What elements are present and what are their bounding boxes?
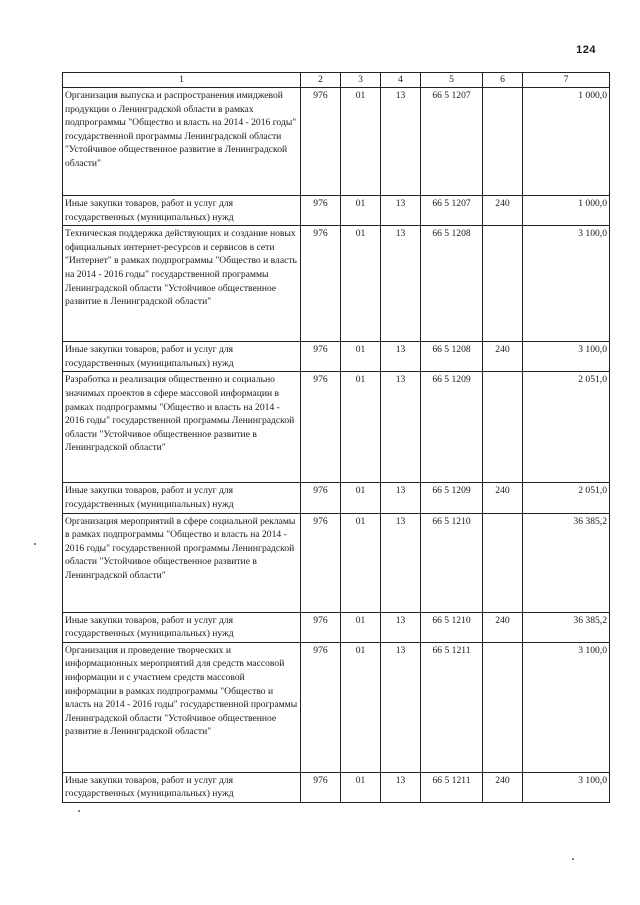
cell-type: 240 — [483, 483, 523, 513]
scan-speck — [78, 810, 80, 812]
cell-type — [483, 226, 523, 342]
cell-target: 66 5 1209 — [421, 483, 483, 513]
cell-type: 240 — [483, 342, 523, 372]
cell-code: 976 — [301, 642, 341, 772]
cell-amount: 1 000,0 — [523, 196, 610, 226]
cell-target: 66 5 1210 — [421, 513, 483, 612]
row-name: Организация и проведение творческих и информационных мероприятий для средств массовой информации и с участием средств массовой информации в рамках подпрограммы "Общество и власть на 2014 - 2016 годы" государственной программы Ленинградской области "Устойчивое общественное развитие в Ленинградской области" — [63, 642, 301, 772]
cell-subsection: 13 — [381, 196, 421, 226]
cell-subsection: 13 — [381, 483, 421, 513]
cell-section: 01 — [341, 642, 381, 772]
row-name: Иные закупки товаров, работ и услуг для государственных (муниципальных) нужд — [63, 342, 301, 372]
cell-section: 01 — [341, 772, 381, 802]
cell-code: 976 — [301, 483, 341, 513]
scan-speck — [572, 858, 574, 860]
cell-amount: 36 385,2 — [523, 612, 610, 642]
header-cell-6: 6 — [483, 73, 523, 88]
cell-subsection: 13 — [381, 642, 421, 772]
header-cell-4: 4 — [381, 73, 421, 88]
row-name: Техническая поддержка действующих и создание новых официальных интернет-ресурсов и сервисов в сети "Интернет" в рамках подпрограммы "Общество и власть на 2014 - 2016 годы" государственной программы Ленинградской области "Устойчивое общественное развитие в Ленинградской области" — [63, 226, 301, 342]
table-row — [63, 772, 610, 802]
cell-amount: 3 100,0 — [523, 772, 610, 802]
table-row — [63, 88, 610, 196]
cell-section: 01 — [341, 612, 381, 642]
cell-subsection: 13 — [381, 226, 421, 342]
row-name: Разработка и реализация общественно и социально значимых проектов в сфере массовой информации в рамках подпрограммы "Общество и власть на 2014 - 2016 годы" государственной программы Ленинградской области "Устойчивое общественное развитие в Ленинградской области" — [63, 372, 301, 483]
cell-target: 66 5 1208 — [421, 342, 483, 372]
cell-amount: 36 385,2 — [523, 513, 610, 612]
header-cell-2: 2 — [301, 73, 341, 88]
cell-subsection: 13 — [381, 612, 421, 642]
cell-subsection: 13 — [381, 342, 421, 372]
cell-type: 240 — [483, 196, 523, 226]
row-name: Организация мероприятий в сфере социальной рекламы в рамках подпрограммы "Общество и власть на 2014 - 2016 годы" государственной программы Ленинградской области "Устойчивое общественное развитие в Ленинградской области" — [63, 513, 301, 612]
cell-section: 01 — [341, 372, 381, 483]
cell-section: 01 — [341, 196, 381, 226]
header-cell-3: 3 — [341, 73, 381, 88]
scan-speck — [34, 543, 36, 545]
row-name: Иные закупки товаров, работ и услуг для государственных (муниципальных) нужд — [63, 612, 301, 642]
table-row — [63, 196, 610, 226]
cell-type: 240 — [483, 772, 523, 802]
header-row — [63, 73, 610, 88]
cell-target: 66 5 1210 — [421, 612, 483, 642]
cell-type — [483, 513, 523, 612]
cell-section: 01 — [341, 88, 381, 196]
cell-target: 66 5 1209 — [421, 372, 483, 483]
table-row — [63, 483, 610, 513]
page-number: 124 — [576, 44, 596, 56]
row-name: Иные закупки товаров, работ и услуг для государственных (муниципальных) нужд — [63, 772, 301, 802]
cell-amount: 3 100,0 — [523, 642, 610, 772]
table-row — [63, 372, 610, 483]
cell-code: 976 — [301, 342, 341, 372]
cell-subsection: 13 — [381, 372, 421, 483]
cell-section: 01 — [341, 226, 381, 342]
cell-amount: 2 051,0 — [523, 483, 610, 513]
cell-code: 976 — [301, 372, 341, 483]
cell-target: 66 5 1211 — [421, 772, 483, 802]
header-cell-7: 7 — [523, 73, 610, 88]
cell-subsection: 13 — [381, 88, 421, 196]
row-name: Иные закупки товаров, работ и услуг для государственных (муниципальных) нужд — [63, 196, 301, 226]
cell-amount: 1 000,0 — [523, 88, 610, 196]
cell-code: 976 — [301, 196, 341, 226]
cell-target: 66 5 1211 — [421, 642, 483, 772]
cell-subsection: 13 — [381, 513, 421, 612]
header-cell-5: 5 — [421, 73, 483, 88]
table-row — [63, 642, 610, 772]
cell-target: 66 5 1208 — [421, 226, 483, 342]
cell-amount: 2 051,0 — [523, 372, 610, 483]
cell-type — [483, 88, 523, 196]
table-row — [63, 342, 610, 372]
cell-code: 976 — [301, 612, 341, 642]
cell-code: 976 — [301, 226, 341, 342]
table-row — [63, 612, 610, 642]
cell-type — [483, 372, 523, 483]
row-name: Организация выпуска и распространения имиджевой продукции о Ленинградской области в рамках подпрограммы "Общество и власть на 2014 - 2016 годы" государственной программы Ленинградской области "Устойчивое общественное развитие в Ленинградской области" — [63, 88, 301, 196]
cell-target: 66 5 1207 — [421, 88, 483, 196]
cell-section: 01 — [341, 513, 381, 612]
cell-target: 66 5 1207 — [421, 196, 483, 226]
cell-amount: 3 100,0 — [523, 342, 610, 372]
header-cell-1: 1 — [63, 73, 301, 88]
table-row — [63, 226, 610, 342]
cell-type — [483, 642, 523, 772]
table-row — [63, 513, 610, 612]
cell-type: 240 — [483, 612, 523, 642]
cell-amount: 3 100,0 — [523, 226, 610, 342]
cell-section: 01 — [341, 342, 381, 372]
cell-subsection: 13 — [381, 772, 421, 802]
row-name: Иные закупки товаров, работ и услуг для государственных (муниципальных) нужд — [63, 483, 301, 513]
budget-table — [62, 72, 610, 803]
cell-section: 01 — [341, 483, 381, 513]
cell-code: 976 — [301, 88, 341, 196]
cell-code: 976 — [301, 772, 341, 802]
cell-code: 976 — [301, 513, 341, 612]
